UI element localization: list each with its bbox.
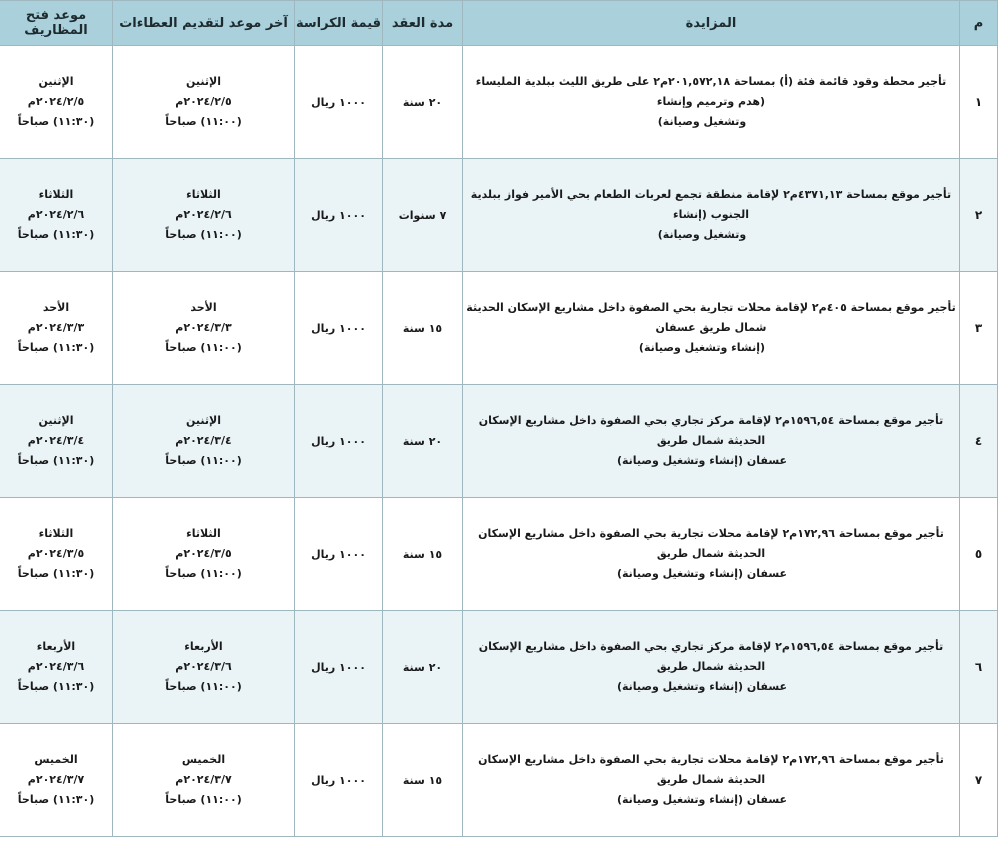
opening-date: ٢٠٢٤/٣/٧م — [27, 773, 85, 786]
auction-title-line1: تأجير موقع بمساحة ٤٣٧١,١٣م٢ لإقامة منطقة تجمع لعربات الطعام بحي الأمير فواز ببلدية الجنوب (إنشاء — [470, 188, 952, 221]
auction-title-line2: عسفان (إنشاء وتشغيل وصيانة) — [616, 454, 788, 467]
opening-time: (١١:٣٠) صباحاً — [17, 454, 95, 467]
header-deadline: آخر موعد لتقديم العطاءات — [113, 1, 295, 46]
opening-cell — [0, 724, 113, 837]
booklet-price: ١٠٠٠ ريال — [295, 724, 383, 837]
auction-title-line1: تأجير موقع بمساحة ١٧٢,٩٦م٢ لإقامة محلات تجارية بحي الصفوة داخل مشاريع الإسكان الحديثة شمال طريق — [478, 527, 944, 560]
opening-cell — [0, 611, 113, 724]
contract-duration: ١٥ سنة — [383, 272, 463, 385]
auction-title — [463, 724, 960, 837]
auction-title — [463, 385, 960, 498]
opening-date: ٢٠٢٤/٣/٤م — [27, 434, 85, 447]
opening-time: (١١:٣٠) صباحاً — [17, 793, 95, 806]
deadline-day: الإثنين — [186, 414, 221, 427]
auction-title-line2: عسفان (إنشاء وتشغيل وصيانة) — [616, 680, 788, 693]
deadline-day: الأحد — [190, 301, 217, 314]
contract-duration: ١٥ سنة — [383, 724, 463, 837]
opening-date: ٢٠٢٤/٣/٥م — [27, 547, 85, 560]
booklet-price: ١٠٠٠ ريال — [295, 159, 383, 272]
booklet-price: ١٠٠٠ ريال — [295, 385, 383, 498]
opening-day: الإثنين — [38, 414, 74, 427]
row-index: ١ — [960, 46, 998, 159]
deadline-date: ٢٠٢٤/٢/٥م — [175, 95, 232, 108]
contract-duration: ٢٠ سنة — [383, 611, 463, 724]
auction-title — [463, 611, 960, 724]
deadline-time: (١١:٠٠) صباحاً — [165, 680, 242, 693]
opening-time: (١١:٣٠) صباحاً — [17, 567, 95, 580]
deadline-date: ٢٠٢٤/٣/٥م — [175, 547, 232, 560]
opening-cell — [0, 159, 113, 272]
auction-title — [463, 46, 960, 159]
opening-cell — [0, 385, 113, 498]
contract-duration: ٢٠ سنة — [383, 46, 463, 159]
table-row — [0, 498, 998, 611]
table-row — [0, 724, 998, 837]
row-index: ٧ — [960, 724, 998, 837]
opening-day: الثلاثاء — [38, 188, 74, 201]
booklet-price: ١٠٠٠ ريال — [295, 611, 383, 724]
opening-cell — [0, 272, 113, 385]
table-row — [0, 272, 998, 385]
deadline-time: (١١:٠٠) صباحاً — [165, 115, 242, 128]
deadline-cell — [113, 272, 295, 385]
deadline-cell — [113, 159, 295, 272]
deadline-time: (١١:٠٠) صباحاً — [165, 793, 242, 806]
header-index: م — [960, 1, 998, 46]
table-row — [0, 159, 998, 272]
contract-duration: ٢٠ سنة — [383, 385, 463, 498]
opening-time: (١١:٣٠) صباحاً — [17, 680, 95, 693]
booklet-price: ١٠٠٠ ريال — [295, 46, 383, 159]
header-duration: مدة العقد — [383, 1, 463, 46]
auction-title-line1: تأجير موقع بمساحة ١٥٩٦,٥٤م٢ لإقامة مركز تجاري بحي الصفوة داخل مشاريع الإسكان الحديثة شمال طريق — [478, 414, 944, 447]
auction-title-line2: (إنشاء وتشغيل وصيانة) — [638, 341, 766, 354]
auction-title-line2: عسفان (إنشاء وتشغيل وصيانة) — [616, 793, 788, 806]
deadline-time: (١١:٠٠) صباحاً — [165, 228, 242, 241]
opening-date: ٢٠٢٤/٢/٥م — [27, 95, 85, 108]
deadline-time: (١١:٠٠) صباحاً — [165, 454, 242, 467]
row-index: ٢ — [960, 159, 998, 272]
deadline-date: ٢٠٢٤/٣/٧م — [175, 773, 232, 786]
header-auction: المزايدة — [463, 1, 960, 46]
header-opening: موعد فتح المظاريف — [0, 1, 113, 46]
deadline-day: الثلاثاء — [186, 188, 221, 201]
booklet-price: ١٠٠٠ ريال — [295, 272, 383, 385]
deadline-cell — [113, 46, 295, 159]
row-index: ٥ — [960, 498, 998, 611]
opening-cell — [0, 46, 113, 159]
opening-day: الإثنين — [38, 75, 74, 88]
table-row — [0, 611, 998, 724]
opening-time: (١١:٣٠) صباحاً — [17, 228, 95, 241]
deadline-cell — [113, 498, 295, 611]
opening-day: الأحد — [42, 301, 70, 314]
deadline-date: ٢٠٢٤/٢/٦م — [175, 208, 232, 221]
deadline-cell — [113, 724, 295, 837]
auction-title-line2: وتشغيل وصيانة) — [657, 228, 747, 241]
deadline-time: (١١:٠٠) صباحاً — [165, 341, 242, 354]
opening-date: ٢٠٢٤/٣/٣م — [27, 321, 85, 334]
opening-day: الأربعاء — [36, 640, 76, 653]
auction-title — [463, 272, 960, 385]
opening-time: (١١:٣٠) صباحاً — [17, 341, 95, 354]
deadline-day: الخميس — [181, 753, 226, 766]
deadline-date: ٢٠٢٤/٣/٦م — [175, 660, 232, 673]
auction-title — [463, 159, 960, 272]
header-price: قيمة الكراسة — [295, 1, 383, 46]
deadline-date: ٢٠٢٤/٣/٤م — [175, 434, 232, 447]
opening-cell — [0, 498, 113, 611]
deadline-cell — [113, 611, 295, 724]
auction-title-line1: تأجير محطة وقود قائمة فئة (أ) بمساحة ٢٠١,٥٧٢,١٨م٢ على طريق الليث ببلدية المليساء (هدم وترميم وإنشاء — [475, 75, 947, 108]
row-index: ٣ — [960, 272, 998, 385]
contract-duration: ١٥ سنة — [383, 498, 463, 611]
table-row — [0, 46, 998, 159]
auction-title-line1: تأجير موقع بمساحة ١٧٢,٩٦م٢ لإقامة محلات تجارية بحي الصفوة داخل مشاريع الإسكان الحديثة شمال طريق — [478, 753, 944, 786]
auction-title-line2: وتشغيل وصيانة) — [657, 115, 747, 128]
deadline-day: الإثنين — [186, 75, 221, 88]
deadline-time: (١١:٠٠) صباحاً — [165, 567, 242, 580]
auction-title — [463, 498, 960, 611]
opening-day: الثلاثاء — [38, 527, 74, 540]
deadline-day: الأربعاء — [184, 640, 223, 653]
row-index: ٤ — [960, 385, 998, 498]
deadline-cell — [113, 385, 295, 498]
opening-date: ٢٠٢٤/٢/٦م — [27, 208, 85, 221]
deadline-day: الثلاثاء — [186, 527, 221, 540]
contract-duration: ٧ سنوات — [383, 159, 463, 272]
booklet-price: ١٠٠٠ ريال — [295, 498, 383, 611]
table-header-row — [0, 1, 998, 46]
deadline-date: ٢٠٢٤/٣/٣م — [175, 321, 232, 334]
auction-title-line1: تأجير موقع بمساحة ١٥٩٦,٥٤م٢ لإقامة مركز تجاري بحي الصفوة داخل مشاريع الإسكان الحديثة شمال طريق — [478, 640, 944, 673]
opening-date: ٢٠٢٤/٣/٦م — [27, 660, 85, 673]
opening-day: الخميس — [34, 753, 78, 766]
opening-time: (١١:٣٠) صباحاً — [17, 115, 95, 128]
auction-title-line2: عسفان (إنشاء وتشغيل وصيانة) — [616, 567, 788, 580]
row-index: ٦ — [960, 611, 998, 724]
table-row — [0, 385, 998, 498]
auction-title-line1: تأجير موقع بمساحة ٤٠٥م٢ لإقامة محلات تجارية بحي الصفوة داخل مشاريع الإسكان الحديثة شمال طريق عسفان — [466, 301, 956, 334]
